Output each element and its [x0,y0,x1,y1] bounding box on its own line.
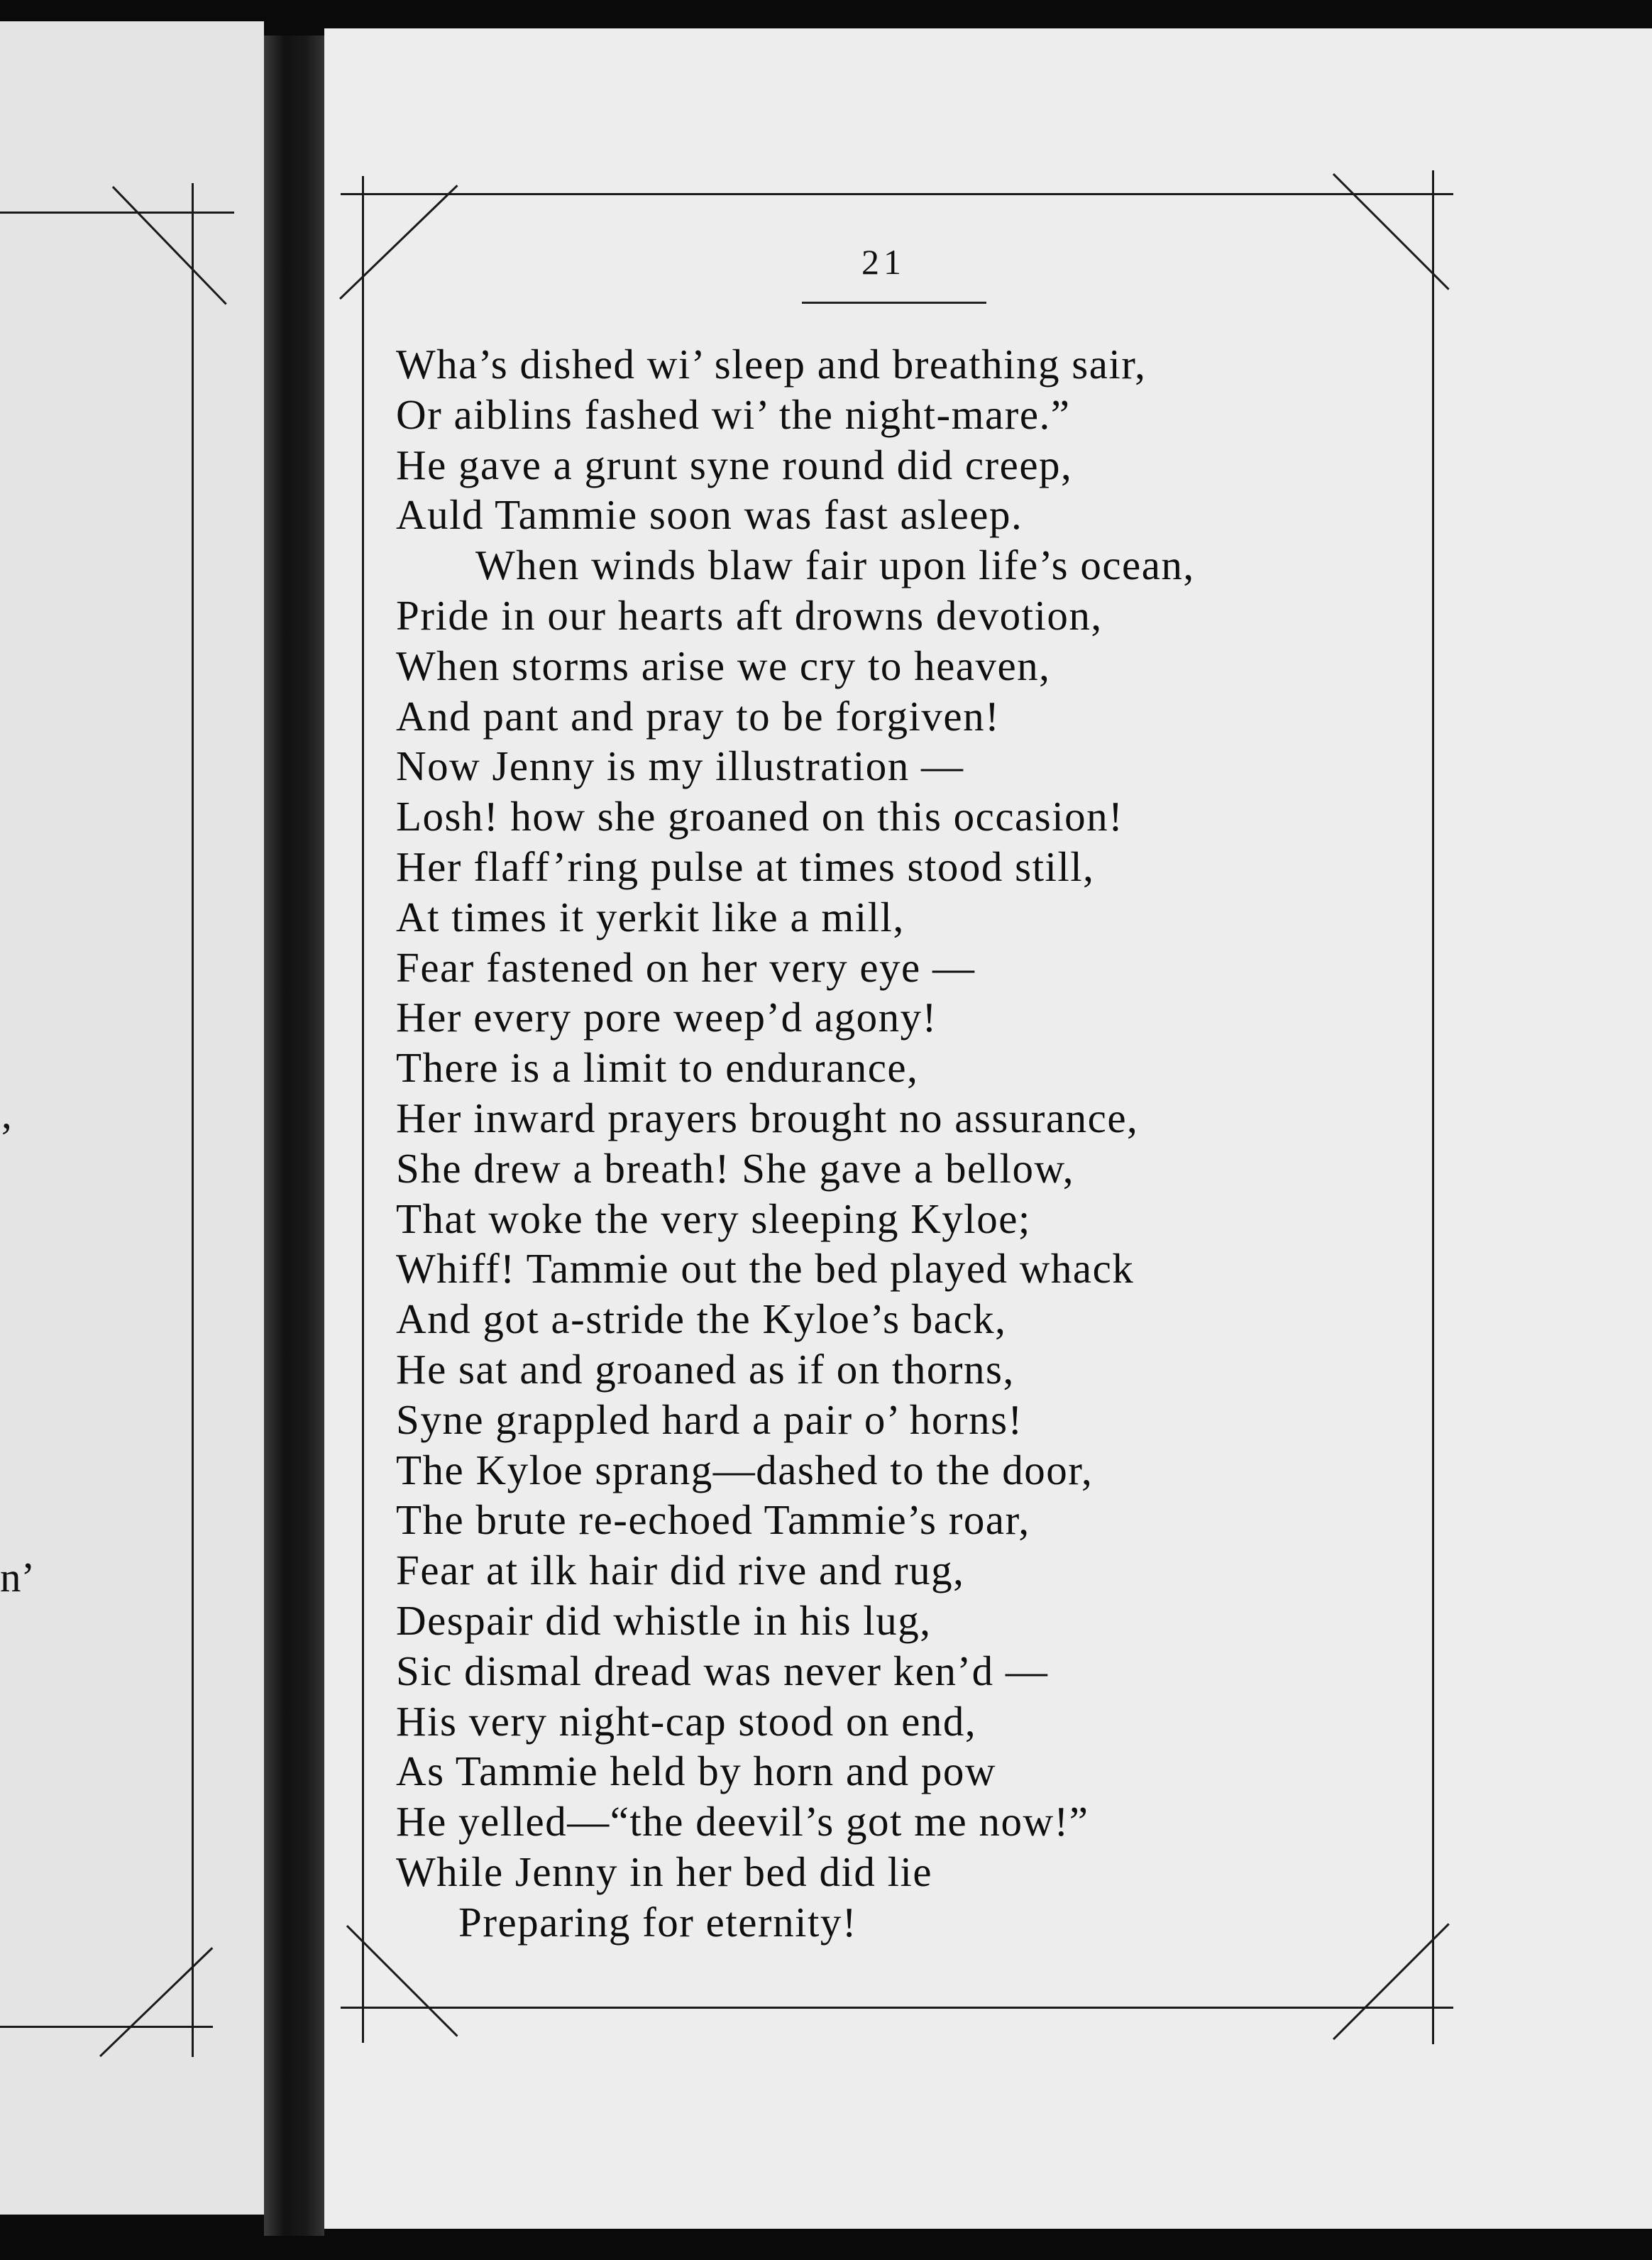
poem-line: He gave a grunt syne round did creep, [396,441,1073,488]
poem-line: When winds blaw fair upon life’s ocean, [475,542,1195,589]
poem-line: Auld Tammie soon was fast asleep. [396,491,1023,539]
poem-line: Whiff! Tammie out the bed played whack [396,1245,1135,1293]
frame-top-rule [341,193,1453,195]
frame-right-rule [1432,170,1434,2044]
poem-line: He sat and groaned as if on thorns, [396,1345,1015,1393]
poem-line: Her inward prayers brought no assurance, [396,1094,1139,1141]
poem-line: Despair did whistle in his lug, [396,1596,932,1644]
poem-line: The Kyloe sprang—dashed to the door, [396,1446,1094,1493]
poem-line: Syne grappled hard a pair o’ horns! [396,1395,1023,1443]
poem-line: Now Jenny is my illustration — [396,742,964,790]
left-page-fragment: , [1,1090,12,1137]
poem-line: Preparing for eternity! [458,1898,858,1946]
frame-bottom-rule [341,2007,1453,2009]
page-number: 21 [861,242,905,282]
poem-line: Or aiblins fashed wi’ the night-mare.” [396,390,1071,438]
poem-line: Her every pore weep’d agony! [396,994,937,1041]
left-frame-bottom-rule [0,2026,213,2028]
poem-line: Fear fastened on her very eye — [396,943,976,991]
poem-line: There is a limit to endurance, [396,1044,919,1092]
poem-line: And got a-stride the Kyloe’s back, [396,1295,1007,1343]
left-frame-right-rule [192,183,194,2057]
poem-line: Fear at ilk hair did rive and rug, [396,1547,965,1594]
book-gutter [264,35,324,2236]
poem-line: While Jenny in her bed did lie [396,1848,933,1895]
poem-line: As Tammie held by horn and pow [396,1748,996,1795]
left-frame-top-rule [0,212,234,214]
poem-line: That woke the very sleeping Kyloe; [396,1195,1031,1242]
poem-line: At times it yerkit like a mill, [396,893,905,940]
left-page-fragment: n’ [0,1554,35,1601]
poem-line: She drew a breath! She gave a bellow, [396,1144,1074,1192]
frame-left-rule [362,176,364,2043]
poem-line: He yelled—“the deevil’s got me now!” [396,1798,1089,1845]
poem-text [396,339,1333,1948]
page-number-rule [802,302,986,304]
poem-line: Losh! how she groaned on this occasion! [396,793,1124,840]
poem-line: And pant and pray to be forgiven! [396,692,1001,740]
poem-line: Wha’s dished wi’ sleep and breathing sair, [396,341,1147,388]
poem-line: The brute re-echoed Tammie’s roar, [396,1496,1030,1544]
poem-line: When storms arise we cry to heaven, [396,642,1051,689]
poem-line: Her flaff’ring pulse at times stood still, [396,843,1095,890]
poem-line: His very night-cap stood on end, [396,1697,977,1745]
left-page [0,21,264,2215]
poem-line: Pride in our hearts aft drowns devotion, [396,591,1103,639]
poem-line: Sic dismal dread was never ken’d — [396,1647,1049,1694]
